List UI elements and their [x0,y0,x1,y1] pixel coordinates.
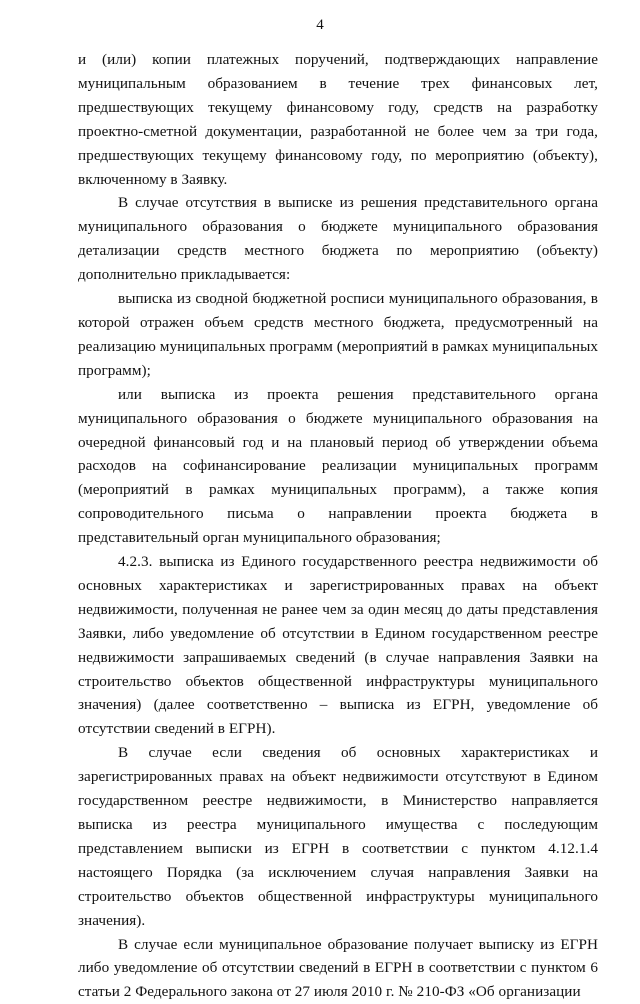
paragraph: или выписка из проекта решения представительного органа муниципального образования о бюджете муниципального образования на очередной финансовый год и на плановый период об утверждении объема расходов на софинансирование реализации муниципальных программ (мероприятий в рамках муниципальных программ), а также копия сопроводительного письма о направлении проекта бюджета в представительный орган муниципального образования; [78,385,598,547]
paragraph: В случае если сведения об основных характеристиках и зарегистрированных правах на объект недвижимости отсутствуют в Едином государственном реестре недвижимости, в Министерство направляется выписка из реестра муниципального имущества с последующим представлением выписки из ЕГРН в соответствии с пунктом 4.12.1.4 настоящего Порядка (за исключением случая направления Заявки на строительство объектов общественной инфраструктуры муниципального значения). [78,744,598,929]
paragraph: В случае если муниципальное образование получает выписку из ЕГРН либо уведомление об отсутствии сведений в ЕГРН в соответствии с пунктом 6 статьи 2 Федерального закона от 27 июля 2010 г. № 210-ФЗ «Об организации [78,935,598,1001]
paragraph: В случае отсутствия в выписке из решения представительного органа муниципального образования о бюджете муниципального образования детализации средств местного бюджета по мероприятию (объекту) дополнительно прикладывается: [78,194,598,284]
page-number: 4 [316,17,324,33]
paragraph: и (или) копии платежных поручений, подтверждающих направление муниципальным образованием в течение трех финансовых лет, предшествующих текущему финансовому году, средств на разработку проектно-сметной документации, разработанной не более чем за три года, предшествующих текущему финансовому году, по мероприятию (объекту), включенному в Заявку. [78,51,598,188]
paragraph: 4.2.3. выписка из Единого государственного реестра недвижимости об основных характеристиках и зарегистрированных правах на объект недвижимости, полученная не ранее чем за один месяц до даты представления Заявки, либо уведомление об отсутствии в Едином государственном реестре недвижимости запрашиваемых сведений (в случае направления Заявки на строительство объектов общественной инфраструктуры муниципального значения) (далее соответственно – выписка из ЕГРН, уведомление об отсутствии сведений в ЕГРН). [78,553,598,738]
paragraph: выписка из сводной бюджетной росписи муниципального образования, в которой отражен объем средств местного бюджета, предусмотренный на реализацию муниципальных программ (мероприятий в рамках муниципальных программ); [78,290,598,379]
document-body [78,48,598,1004]
